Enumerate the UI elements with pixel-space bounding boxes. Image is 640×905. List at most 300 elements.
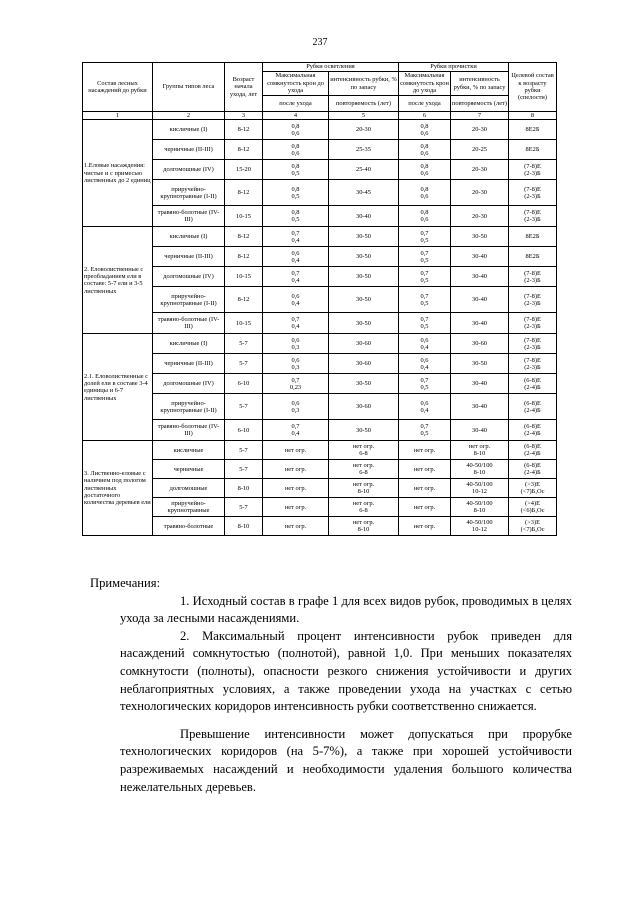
forest-type: черничные xyxy=(153,460,225,479)
max-density-pr xyxy=(399,180,451,206)
max-density-pr-line: 0,8 xyxy=(420,142,429,150)
forest-type: долгомошные xyxy=(153,479,225,498)
max-density-osv xyxy=(263,334,329,354)
colnum: 8 xyxy=(509,112,557,120)
target-composition-line: (2-4)Б xyxy=(524,450,541,458)
intensity-osv: 30-50 xyxy=(329,227,399,247)
max-density-pr-line: 0,8 xyxy=(420,185,429,193)
intensity-osv: 30-50 xyxy=(329,247,399,267)
intensity-pr: 30-40 xyxy=(451,267,509,287)
max-density-pr-line: 0,6 xyxy=(420,216,429,224)
intensity-pr xyxy=(451,441,509,460)
target-composition-line: (6-8)Е xyxy=(524,462,541,469)
max-density-pr-line: нет огр. xyxy=(413,522,436,530)
max-density-pr-line: 0,6 xyxy=(420,129,429,137)
target-composition xyxy=(509,120,557,140)
intensity-pr-line: 40-50/100 xyxy=(466,481,493,488)
intensity-pr: 30-40 xyxy=(451,247,509,267)
start-age: 8-10 xyxy=(225,479,263,498)
target-composition xyxy=(509,517,557,536)
max-density-pr xyxy=(399,374,451,394)
max-density-osv-line: 0,8 xyxy=(291,162,300,170)
intensity-osv: 30-60 xyxy=(329,334,399,354)
intensity-pr: 30-40 xyxy=(451,313,509,334)
max-density-osv-line: 0,7 xyxy=(291,423,300,430)
intensity-osv-line: нет огр. xyxy=(352,443,375,450)
max-density-osv-line: 0,7 xyxy=(291,229,300,237)
start-age: 8-12 xyxy=(225,247,263,267)
max-density-pr-line: 0,6 xyxy=(420,192,429,200)
intensity-osv-line: нет огр. xyxy=(352,500,375,507)
max-density-osv xyxy=(263,374,329,394)
target-composition xyxy=(509,479,557,498)
target-composition-line: (6-8)Е xyxy=(524,443,541,450)
target-composition-line: (2-3)Б xyxy=(524,192,541,200)
intensity-osv: 30-45 xyxy=(329,180,399,206)
max-density-pr-line: 0,6 xyxy=(420,169,429,177)
start-age: 8-12 xyxy=(225,287,263,313)
target-composition-line: (2-4)Б xyxy=(524,430,541,438)
max-density-pr-line: 0,5 xyxy=(420,299,429,307)
max-density-pr-line: 0,7 xyxy=(420,423,429,430)
max-density-pr-line: 0,7 xyxy=(420,292,429,300)
target-composition-line: (2-4)Б xyxy=(524,406,541,414)
target-composition-line: 8Е2Б xyxy=(525,146,540,154)
note-3: Превышение интенсивности может допускаться при прорубке технологических коридоров (на 5-7%), а также при хорошей устойчивости разреживаемых насаждений и необходимости удаления большого количества нежелательных деревьев. xyxy=(120,726,572,794)
target-composition-line: (>4)Е xyxy=(525,500,540,507)
intensity-osv-line: 6-8 xyxy=(359,469,368,477)
start-age: 8-12 xyxy=(225,227,263,247)
start-age: 5-7 xyxy=(225,334,263,354)
max-density-osv-line: 0,4 xyxy=(291,299,300,307)
target-composition-line: (7-8)Е xyxy=(524,269,541,277)
target-composition xyxy=(509,227,557,247)
intensity-pr xyxy=(451,517,509,536)
header-intensity-pr: интенсивность рубки, % по запасу xyxy=(451,72,509,96)
forest-type: травяно-болотные xyxy=(153,517,225,536)
start-age: 5-7 xyxy=(225,498,263,517)
intensity-pr: 30-40 xyxy=(451,394,509,420)
table-row xyxy=(83,206,557,227)
max-density-osv xyxy=(263,394,329,420)
target-composition xyxy=(509,394,557,420)
max-density-pr-line: 0,5 xyxy=(420,276,429,284)
intensity-osv: 30-60 xyxy=(329,394,399,420)
max-density-pr-line: 0,5 xyxy=(420,323,429,331)
target-composition-line: (2-3)Б xyxy=(524,363,541,371)
group-composition: 2.1. Еловолиственные с долей ели в составе 3-4 единицы и 6-7 лиственных xyxy=(83,334,153,441)
target-composition-line: (2-3)Б xyxy=(524,216,541,224)
header-max-density-pr: Максимальная сомкнутость крон до ухода xyxy=(400,72,449,95)
intensity-pr-line: нет огр. xyxy=(468,443,491,450)
forest-type: долгомошные (IV) xyxy=(153,160,225,180)
intensity-pr: 20-30 xyxy=(451,206,509,227)
table-row xyxy=(83,334,557,354)
max-density-osv-line: 0,23 xyxy=(289,383,302,391)
target-composition xyxy=(509,313,557,334)
max-density-pr xyxy=(399,479,451,498)
max-density-pr xyxy=(399,247,451,267)
intensity-pr-line: 40-50/100 xyxy=(466,462,493,469)
target-composition xyxy=(509,460,557,479)
colnum: 3 xyxy=(225,112,263,120)
forest-type: приручейно-крупнотравные (I-II) xyxy=(153,394,225,420)
intensity-osv-line: нет огр. xyxy=(352,462,375,469)
forest-type: приручейно-крупнотравные xyxy=(153,498,225,517)
header-osvetlenie: Рубки осветления xyxy=(263,63,399,72)
table-row xyxy=(83,140,557,160)
intensity-osv xyxy=(329,479,399,498)
table-row xyxy=(83,247,557,267)
max-density-pr xyxy=(399,420,451,441)
intensity-pr-line: 10-12 xyxy=(472,488,487,496)
max-density-osv xyxy=(263,354,329,374)
target-composition xyxy=(509,420,557,441)
target-composition xyxy=(509,498,557,517)
max-density-osv-line: 0,6 xyxy=(291,399,300,407)
intensity-pr xyxy=(451,498,509,517)
table-row xyxy=(83,354,557,374)
colnum: 5 xyxy=(329,112,399,120)
table-row xyxy=(83,374,557,394)
target-composition-line: (2-4)Б xyxy=(524,383,541,391)
intensity-pr: 20-25 xyxy=(451,140,509,160)
note-2: 2. Максимальный процент интенсивности рубок приведен для насаждений сомкнутостью (полнотой), равной 1,0. При меньших показателях сомкнутости (полноты), опасности резкого снижения устойчивости и других неблагоприятных условиях, а также проведении ухода на участках с сетью технологических коридоров интенсивность рубки соответственно снижается. xyxy=(120,628,572,714)
target-composition xyxy=(509,206,557,227)
intensity-pr: 20-30 xyxy=(451,180,509,206)
intensity-pr: 20-30 xyxy=(451,120,509,140)
header-composition: Состав лесных насаждений до рубки xyxy=(83,63,153,112)
target-composition-line: (>3)Е xyxy=(525,481,540,488)
max-density-pr-line: 0,6 xyxy=(420,356,429,364)
header-max-density-osv: Максимальная сомкнутость крон до ухода xyxy=(263,72,329,96)
intensity-osv: 30-50 xyxy=(329,267,399,287)
table-row xyxy=(83,441,557,460)
header-forest-type: Группы типов леса xyxy=(153,63,225,112)
max-density-osv xyxy=(263,420,329,441)
intensity-osv-line: 6-8 xyxy=(359,450,368,458)
start-age: 5-7 xyxy=(225,441,263,460)
max-density-pr xyxy=(399,354,451,374)
max-density-pr-line: 0,4 xyxy=(420,406,429,414)
max-density-osv-line: нет огр. xyxy=(284,465,307,473)
intensity-pr: 30-40 xyxy=(451,287,509,313)
colnum: 7 xyxy=(451,112,509,120)
target-composition-line: (6-8)Е xyxy=(524,399,541,407)
max-density-osv-line: 0,8 xyxy=(291,142,300,150)
max-density-pr xyxy=(399,120,451,140)
intensity-osv: 30-50 xyxy=(329,313,399,334)
max-density-osv xyxy=(263,120,329,140)
group-composition: 2. Еловолиственные с преобладанием ели в составе: 5-7 ели и 3-5 лиственных xyxy=(83,227,153,334)
target-composition-line: (<6)Б,Ос xyxy=(520,507,545,515)
header-intensity-osv: интенсивность рубки, % по запасу xyxy=(329,72,399,96)
note-1: 1. Исходный состав в графе 1 для всех видов рубок, проводимых в целях ухода за лесными насаждениями. xyxy=(120,593,572,626)
target-composition-line: (2-3)Б xyxy=(524,299,541,307)
max-density-pr-line: 0,7 xyxy=(420,376,429,384)
max-density-pr xyxy=(399,287,451,313)
max-density-osv-line: 0,4 xyxy=(291,276,300,284)
table-row xyxy=(83,227,557,247)
start-age: 5-7 xyxy=(225,460,263,479)
start-age: 6-10 xyxy=(225,420,263,441)
header-target-composition: Целевой состав к возрасту рубки (спелости) xyxy=(509,63,557,112)
target-composition-line: (>3)Е xyxy=(525,519,540,526)
max-density-pr-line: 0,8 xyxy=(420,162,429,170)
table-row xyxy=(83,394,557,420)
target-composition-line: (<7)Б,Ос xyxy=(520,488,545,496)
max-density-osv-line: нет огр. xyxy=(284,503,307,511)
forest-type: приручейно-крупнотравные (I-II) xyxy=(153,180,225,206)
max-density-osv-line: 0,6 xyxy=(291,356,300,364)
forest-type: долгомошные (IV) xyxy=(153,374,225,394)
intensity-osv: 30-60 xyxy=(329,354,399,374)
target-composition-line: (7-8)Е xyxy=(524,356,541,364)
max-density-osv-line: 0,6 xyxy=(291,149,300,157)
max-density-pr xyxy=(399,160,451,180)
table-row xyxy=(83,180,557,206)
max-density-pr xyxy=(399,313,451,334)
max-density-osv-line: 0,7 xyxy=(291,269,300,277)
max-density-pr-line: 0,5 xyxy=(420,430,429,438)
max-density-osv xyxy=(263,247,329,267)
max-density-osv-line: 0,8 xyxy=(291,122,300,130)
intensity-osv xyxy=(329,498,399,517)
max-density-osv-line: 0,6 xyxy=(291,129,300,137)
table-row xyxy=(83,120,557,140)
target-composition xyxy=(509,287,557,313)
intensity-osv: 30-50 xyxy=(329,287,399,313)
forest-thinning-table xyxy=(82,62,557,536)
intensity-osv-line: 8-10 xyxy=(357,526,370,534)
start-age: 8-10 xyxy=(225,517,263,536)
max-density-pr xyxy=(399,206,451,227)
forest-type: приручейно-крупнотравные (I-II) xyxy=(153,287,225,313)
table-row xyxy=(83,313,557,334)
intensity-osv xyxy=(329,441,399,460)
max-density-osv-line: нет огр. xyxy=(284,522,307,530)
max-density-osv-line: 0,5 xyxy=(291,216,300,224)
colnum: 4 xyxy=(263,112,329,120)
max-density-osv xyxy=(263,180,329,206)
intensity-pr-line: 8-10 xyxy=(473,507,486,515)
forest-type: черничные (II-III) xyxy=(153,247,225,267)
forest-type: кисличные (I) xyxy=(153,227,225,247)
max-density-osv-line: 0,8 xyxy=(291,185,300,193)
max-density-pr-line: 0,6 xyxy=(420,149,429,157)
max-density-pr-line: 0,4 xyxy=(420,343,429,351)
max-density-osv xyxy=(263,460,329,479)
target-composition-line: (<7)Б,Ос xyxy=(520,526,545,534)
forest-type: травяно-болотные (IV-III) xyxy=(153,313,225,334)
start-age: 10-15 xyxy=(225,267,263,287)
max-density-pr-line: 0,7 xyxy=(420,316,429,323)
target-composition-line: (7-8)Е xyxy=(524,316,541,323)
page-number: 237 xyxy=(312,37,328,48)
group-composition: 1.Еловые насаждения: чистые и с примесью лиственных до 2 единиц xyxy=(83,120,153,227)
max-density-pr xyxy=(399,460,451,479)
notes-heading: Примечания: xyxy=(90,576,161,590)
max-density-osv xyxy=(263,267,329,287)
table-row xyxy=(83,420,557,441)
target-composition xyxy=(509,160,557,180)
target-composition-line: (2-3)Б xyxy=(524,276,541,284)
max-density-osv-line: нет огр. xyxy=(284,484,307,492)
intensity-osv: 20-30 xyxy=(329,120,399,140)
max-density-pr xyxy=(399,334,451,354)
start-age: 8-12 xyxy=(225,140,263,160)
max-density-osv xyxy=(263,479,329,498)
header-repeat-osv: повторяемость (лет) xyxy=(329,96,399,112)
start-age: 8-12 xyxy=(225,120,263,140)
target-composition xyxy=(509,334,557,354)
intensity-osv xyxy=(329,460,399,479)
max-density-pr xyxy=(399,441,451,460)
target-composition xyxy=(509,441,557,460)
start-age: 10-15 xyxy=(225,313,263,334)
intensity-osv: 30-50 xyxy=(329,420,399,441)
target-composition xyxy=(509,140,557,160)
intensity-osv xyxy=(329,517,399,536)
forest-type: черничные (II-III) xyxy=(153,354,225,374)
max-density-osv xyxy=(263,287,329,313)
max-density-osv xyxy=(263,140,329,160)
column-numbers-row xyxy=(83,112,557,120)
colnum: 6 xyxy=(399,112,451,120)
forest-type: кисличные (I) xyxy=(153,334,225,354)
max-density-pr xyxy=(399,517,451,536)
max-density-pr-line: 0,5 xyxy=(420,383,429,391)
intensity-pr-line: 40-50/100 xyxy=(466,500,493,507)
max-density-osv-line: 0,4 xyxy=(291,430,300,438)
max-density-pr-line: 0,7 xyxy=(420,229,429,237)
table-row xyxy=(83,498,557,517)
max-density-osv-line: 0,5 xyxy=(291,169,300,177)
max-density-pr xyxy=(399,498,451,517)
max-density-pr-line: 0,6 xyxy=(420,336,429,344)
forest-type: кисличные xyxy=(153,441,225,460)
intensity-pr: 30-50 xyxy=(451,354,509,374)
max-density-pr-line: 0,7 xyxy=(420,269,429,277)
max-density-osv xyxy=(263,498,329,517)
intensity-osv: 30-50 xyxy=(329,374,399,394)
max-density-pr-line: 0,4 xyxy=(420,363,429,371)
target-composition-line: (6-8)Е xyxy=(524,376,541,384)
target-composition-line: (7-8)Е xyxy=(524,162,541,170)
max-density-osv xyxy=(263,206,329,227)
notes-section xyxy=(90,575,572,796)
forest-type: травяно-болотные (IV-III) xyxy=(153,206,225,227)
forest-type: долгомошные (IV) xyxy=(153,267,225,287)
max-density-osv-line: нет огр. xyxy=(284,446,307,454)
max-density-pr-line: 0,8 xyxy=(420,209,429,216)
intensity-pr xyxy=(451,460,509,479)
target-composition-line: (2-3)Б xyxy=(524,323,541,331)
start-age: 6-10 xyxy=(225,374,263,394)
max-density-pr-line: 0,8 xyxy=(420,122,429,130)
max-density-osv-line: 0,4 xyxy=(291,256,300,264)
max-density-osv-line: 0,6 xyxy=(291,292,300,300)
max-density-osv-line: 0,4 xyxy=(291,323,300,331)
header-after-pr: после ухода xyxy=(399,96,451,112)
table-row xyxy=(83,267,557,287)
colnum: 1 xyxy=(83,112,153,120)
max-density-pr-line: 0,5 xyxy=(420,236,429,244)
intensity-osv-line: 6-8 xyxy=(359,507,368,515)
table-row xyxy=(83,517,557,536)
header-prochistka: Рубки прочистки xyxy=(399,63,509,72)
intensity-pr: 20-30 xyxy=(451,160,509,180)
target-composition-line: 8Е2Б xyxy=(525,253,540,261)
table-row xyxy=(83,160,557,180)
max-density-pr xyxy=(399,140,451,160)
target-composition-line: (7-8)Е xyxy=(524,336,541,344)
max-density-pr xyxy=(399,394,451,420)
forest-type: кисличные (I) xyxy=(153,120,225,140)
target-composition xyxy=(509,267,557,287)
intensity-pr xyxy=(451,479,509,498)
forest-type: травяно-болотные (IV-III) xyxy=(153,420,225,441)
start-age: 5-7 xyxy=(225,354,263,374)
max-density-osv-line: 0,8 xyxy=(291,209,300,216)
target-composition-line: (2-3)Б xyxy=(524,343,541,351)
intensity-pr: 30-40 xyxy=(451,374,509,394)
colnum: 2 xyxy=(153,112,225,120)
group-composition: 3. Лиственно-еловые с наличием под пологом лиственных достаточного количества деревьев ели xyxy=(83,441,153,536)
table-row xyxy=(83,287,557,313)
max-density-osv xyxy=(263,227,329,247)
max-density-pr-line: нет огр. xyxy=(413,503,436,511)
target-composition xyxy=(509,180,557,206)
max-density-pr-line: нет огр. xyxy=(413,465,436,473)
intensity-pr: 30-60 xyxy=(451,334,509,354)
max-density-osv xyxy=(263,313,329,334)
intensity-pr: 30-50 xyxy=(451,227,509,247)
max-density-osv-line: 0,7 xyxy=(291,376,300,384)
intensity-pr-line: 8-10 xyxy=(473,450,486,458)
start-age: 15-20 xyxy=(225,160,263,180)
intensity-osv-line: 8-10 xyxy=(357,488,370,496)
intensity-osv: 25-40 xyxy=(329,160,399,180)
intensity-osv: 30-40 xyxy=(329,206,399,227)
max-density-osv xyxy=(263,160,329,180)
target-composition xyxy=(509,354,557,374)
target-composition-line: 8Е2Б xyxy=(525,126,540,134)
start-age: 5-7 xyxy=(225,394,263,420)
target-composition-line: (2-4)Б xyxy=(524,469,541,477)
target-composition xyxy=(509,247,557,267)
forest-type: черничные (II-III) xyxy=(153,140,225,160)
intensity-pr-line: 8-10 xyxy=(473,469,486,477)
intensity-pr-line: 10-12 xyxy=(472,526,487,534)
header-repeat-pr: повторяемость (лет) xyxy=(451,96,509,112)
max-density-osv-line: 0,3 xyxy=(291,406,300,414)
intensity-pr-line: 40-50/100 xyxy=(466,519,493,526)
max-density-pr-line: 0,7 xyxy=(420,249,429,257)
header-start-age: Возраст начала ухода, лет xyxy=(225,63,263,112)
target-composition-line: (7-8)Е xyxy=(524,185,541,193)
target-composition-line: (7-8)Е xyxy=(524,292,541,300)
max-density-pr-line: нет огр. xyxy=(413,446,436,454)
max-density-osv-line: 0,3 xyxy=(291,363,300,371)
max-density-pr-line: 0,5 xyxy=(420,256,429,264)
table-row xyxy=(83,460,557,479)
target-composition-line: (2-3)Б xyxy=(524,169,541,177)
max-density-osv xyxy=(263,517,329,536)
target-composition-line: 8Е2Б xyxy=(525,233,540,241)
max-density-osv xyxy=(263,441,329,460)
max-density-osv-line: 0,6 xyxy=(291,249,300,257)
